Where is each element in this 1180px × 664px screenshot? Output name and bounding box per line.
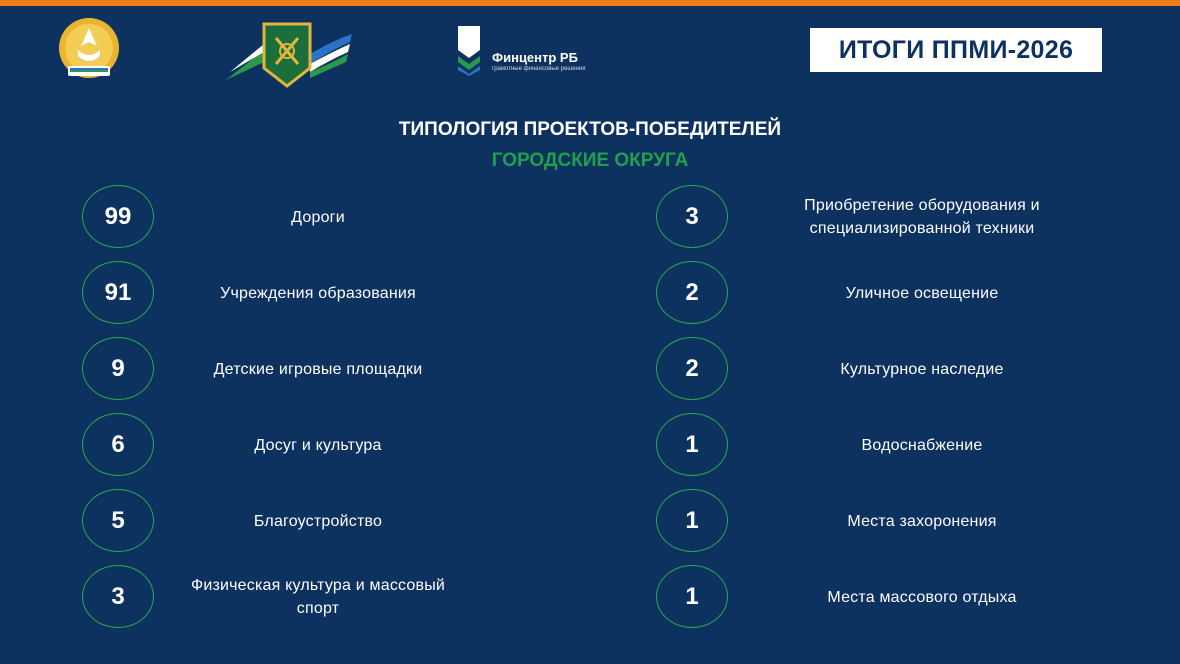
- count-circle: 99: [82, 185, 154, 248]
- category-label: Детские игровые площадки: [213, 360, 423, 378]
- count-circle: 1: [656, 489, 728, 552]
- category-label: Благоустройство: [253, 512, 383, 530]
- count-circle: 2: [656, 261, 728, 324]
- count-circle: 6: [82, 413, 154, 476]
- fincenter-logo: [456, 24, 596, 76]
- category-label: Досуг и культура: [254, 436, 382, 454]
- count-circle: 9: [82, 337, 154, 400]
- category-label: Приобретение оборудования и специализированной техники: [804, 197, 1040, 237]
- fincenter-logo-icon: [456, 24, 482, 76]
- category-label: Места захоронения: [847, 512, 997, 530]
- category-label: Места массового отдыха: [827, 588, 1017, 606]
- bashkortostan-emblem-icon: [56, 16, 122, 84]
- top-accent-bar: [0, 0, 1180, 6]
- count-circle: 5: [82, 489, 154, 552]
- fincenter-name: Финцентр РБ: [492, 50, 578, 65]
- category-label: Водоснабжение: [861, 436, 983, 454]
- page-subtitle: ГОРОДСКИЕ ОКРУГА: [491, 150, 689, 171]
- category-label: Уличное освещение: [845, 284, 999, 302]
- count-circle: 1: [656, 565, 728, 628]
- category-label: Культурное наследие: [840, 360, 1004, 378]
- ministry-crest-icon: [224, 20, 354, 88]
- category-label: Физическая культура и массовый спорт: [190, 577, 446, 617]
- count-circle: 3: [656, 185, 728, 248]
- results-badge: ИТОГИ ППМИ-2026: [810, 28, 1102, 72]
- count-circle: 91: [82, 261, 154, 324]
- page-title: ТИПОЛОГИЯ ПРОЕКТОВ-ПОБЕДИТЕЛЕЙ: [398, 119, 782, 140]
- fincenter-tagline: грамотные финансовые решения: [492, 66, 586, 72]
- category-label: Учреждения образования: [220, 284, 416, 302]
- count-circle: 3: [82, 565, 154, 628]
- count-circle: 2: [656, 337, 728, 400]
- count-circle: 1: [656, 413, 728, 476]
- category-label: Дороги: [291, 208, 345, 226]
